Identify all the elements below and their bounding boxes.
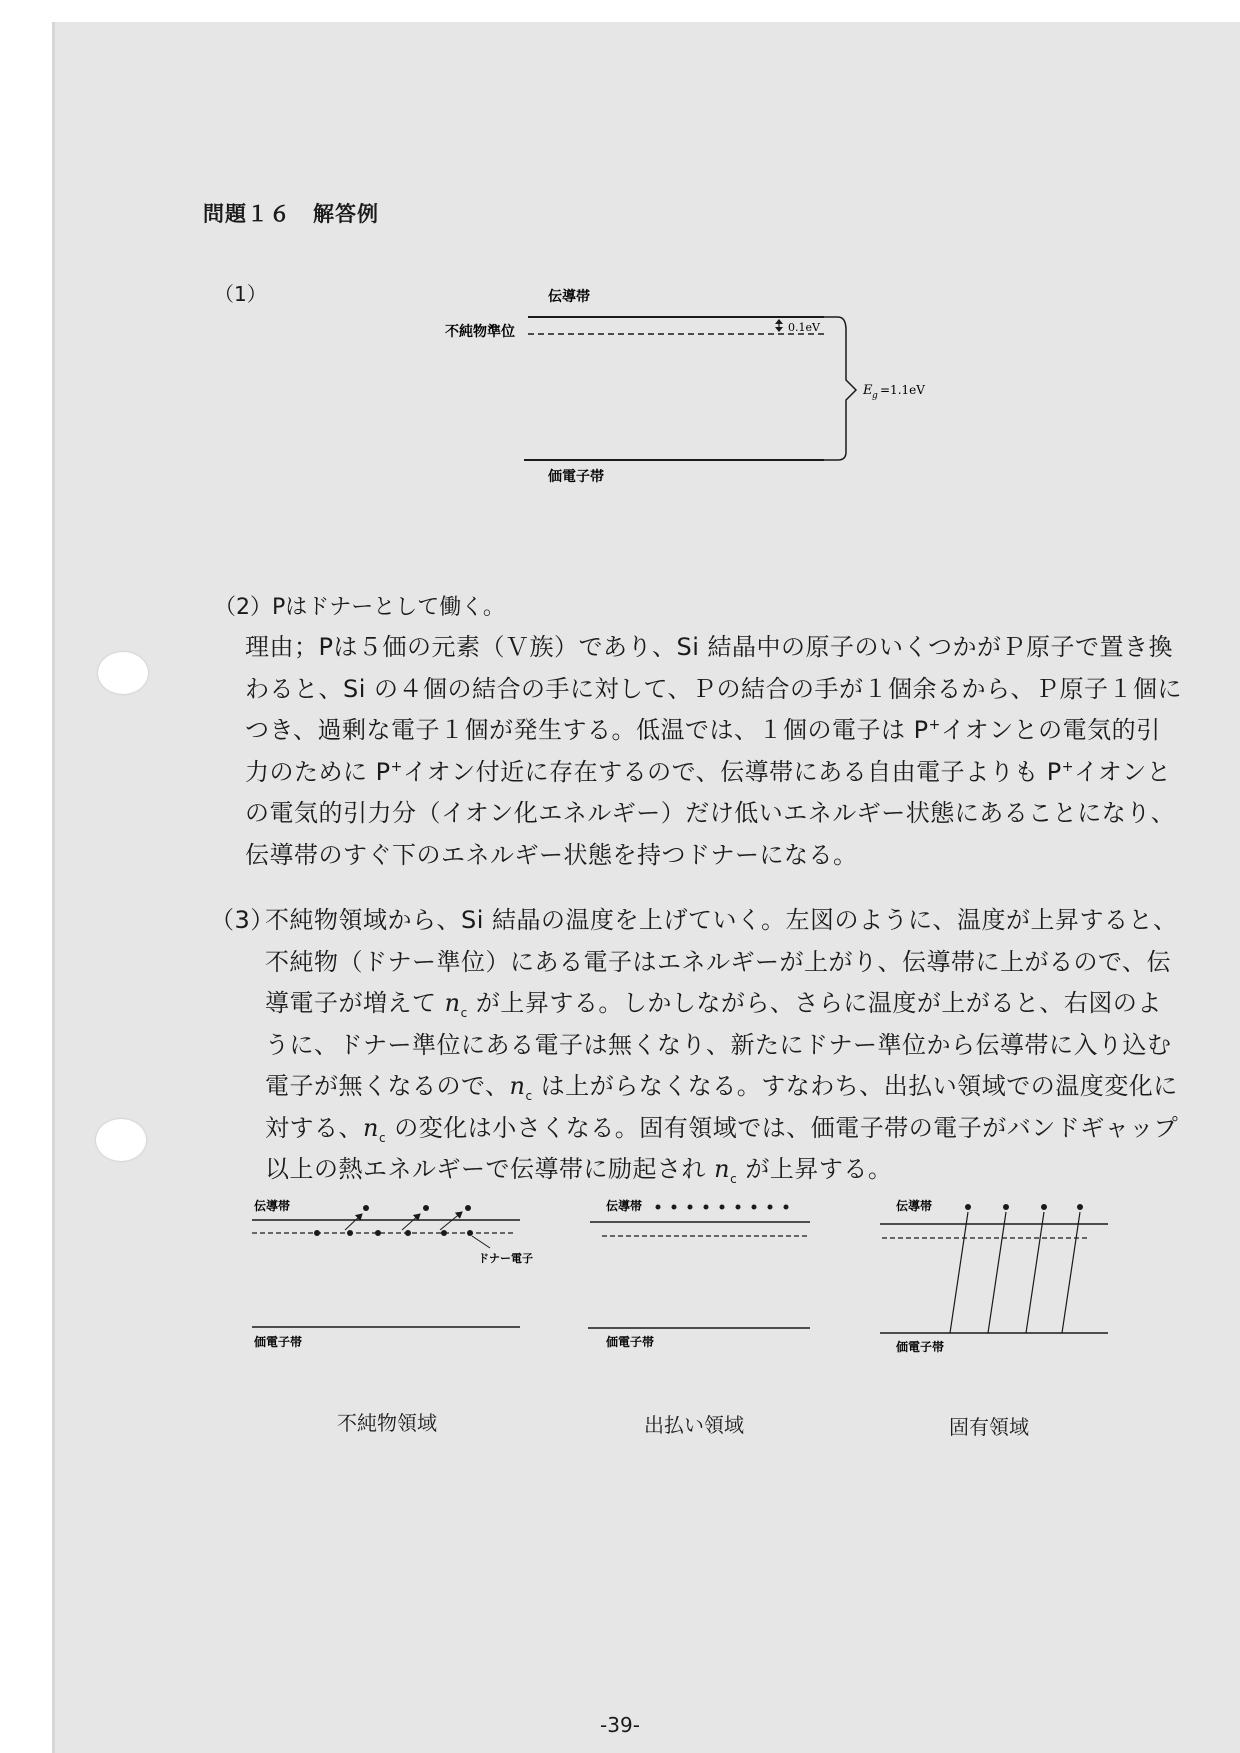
excitation-line — [988, 1212, 1006, 1333]
electron — [467, 1230, 473, 1236]
q3-label: （3） — [210, 906, 275, 934]
region-diagrams — [250, 1190, 1230, 1370]
electron — [704, 1205, 709, 1210]
intrinsic-conduction-label: 伝導帯 — [896, 1199, 933, 1213]
excitation-line — [1062, 1212, 1080, 1333]
electron — [784, 1205, 789, 1210]
valence-band-label: 価電子帯 — [548, 469, 604, 485]
exhaustion-region-diagram — [588, 1198, 810, 1349]
gap-value: =1.1eV — [880, 383, 925, 397]
intrinsic-region-diagram — [880, 1198, 1108, 1354]
electron — [1041, 1204, 1047, 1210]
q2-label: （2）Pはドナーとして働く。 — [214, 595, 505, 620]
excitation-arrow — [440, 1212, 462, 1230]
punch-hole-upper — [98, 652, 148, 694]
gap-bracket — [824, 317, 856, 460]
electron — [423, 1205, 429, 1211]
conduction-band-label: 伝導帯 — [548, 289, 590, 305]
electron — [736, 1205, 741, 1210]
electron — [465, 1205, 471, 1211]
caption-exhaustion-region: 出払い領域 — [644, 1413, 744, 1437]
electron — [363, 1205, 369, 1211]
impurity-level-label: 不純物準位 — [445, 324, 515, 340]
electron — [965, 1204, 971, 1210]
caption-intrinsic-region: 固有領域 — [949, 1415, 1029, 1439]
excitation-arrow — [402, 1214, 420, 1230]
excitation-line — [950, 1212, 968, 1333]
electron — [672, 1205, 677, 1210]
band-diagram — [420, 280, 980, 490]
excitation-arrow — [345, 1214, 362, 1230]
electron — [688, 1205, 693, 1210]
electron — [752, 1205, 757, 1210]
donor-electron-pointer — [472, 1236, 490, 1248]
q3-text: 不純物領域から、Si 結晶の温度を上げていく。左図のように、温度が上昇すると、不純物（ドナー準位）にある電子はエネルギーが上がり、伝導帯に上がるので、伝導電子が増えて $n_c$ が上昇する。しかしながら、さらに温度が上がると、右図のように、ドナー準位にある電子は無くなり、新たにドナー準位から伝導帯に入り込む電子が無くなるので、$n_c$ は上がらなくなる。すなわち、出払い領域での温度変化に対する、$n_c$ の変化は小さくなる。固有領域では、価電子帯の電子がバンドギャップ以上の熱エネルギーで伝導帯に励起され $n_c$ が上昇する。 — [265, 906, 1179, 1186]
page-title: 問題１６ 解答例 — [203, 202, 379, 226]
intrinsic-valence-label: 価電子帯 — [896, 1340, 945, 1354]
electron — [720, 1205, 725, 1210]
impurity-conduction-label: 伝導帯 — [254, 1199, 291, 1213]
q2-reason: 理由；Pは５価の元素（Ｖ族）であり、Si 結晶中の原子のいくつかがＰ原子で置き換わると、Si の４個の結合の手に対して、Ｐの結合の手が１個余るから、Ｐ原子１個につき、過剰な電子１個が発生する。低温では、１個の電子は P+イオンとの電気的引力のために P+イオン付近に存在するので、伝導帯にある自由電子よりも P+イオンとの電気的引力分（イオン化エネルギー）だけ低いエネルギー状態にあることになり、伝導帯のすぐ下のエネルギー状態を持つドナーになる。 — [245, 633, 1183, 869]
electron — [441, 1230, 447, 1236]
impurity-valence-label: 価電子帯 — [254, 1335, 303, 1349]
page-number: -39- — [600, 1713, 640, 1737]
electron — [1077, 1204, 1083, 1210]
electron — [768, 1205, 773, 1210]
caption-impurity-region: 不純物領域 — [337, 1411, 437, 1435]
electron — [1003, 1204, 1009, 1210]
electron — [656, 1205, 661, 1210]
electron — [375, 1230, 381, 1236]
small-gap-arrowhead-up — [775, 319, 783, 324]
punch-hole-lower — [96, 1119, 146, 1161]
impurity-region-diagram — [252, 1198, 533, 1349]
electron — [405, 1230, 411, 1236]
donor-electron-label: ドナー電子 — [478, 1252, 533, 1265]
exhaustion-conduction-label: 伝導帯 — [606, 1199, 643, 1213]
exhaustion-valence-label: 価電子帯 — [606, 1335, 655, 1349]
gap-symbol-sub: g — [872, 391, 878, 401]
small-gap-label: 0.1eV — [788, 321, 820, 334]
small-gap-arrowhead-down — [775, 327, 783, 332]
electron — [314, 1230, 320, 1236]
excitation-line — [1026, 1212, 1044, 1333]
gap-symbol: E — [863, 383, 873, 398]
q1-label: （1） — [214, 282, 267, 306]
electron — [347, 1230, 353, 1236]
